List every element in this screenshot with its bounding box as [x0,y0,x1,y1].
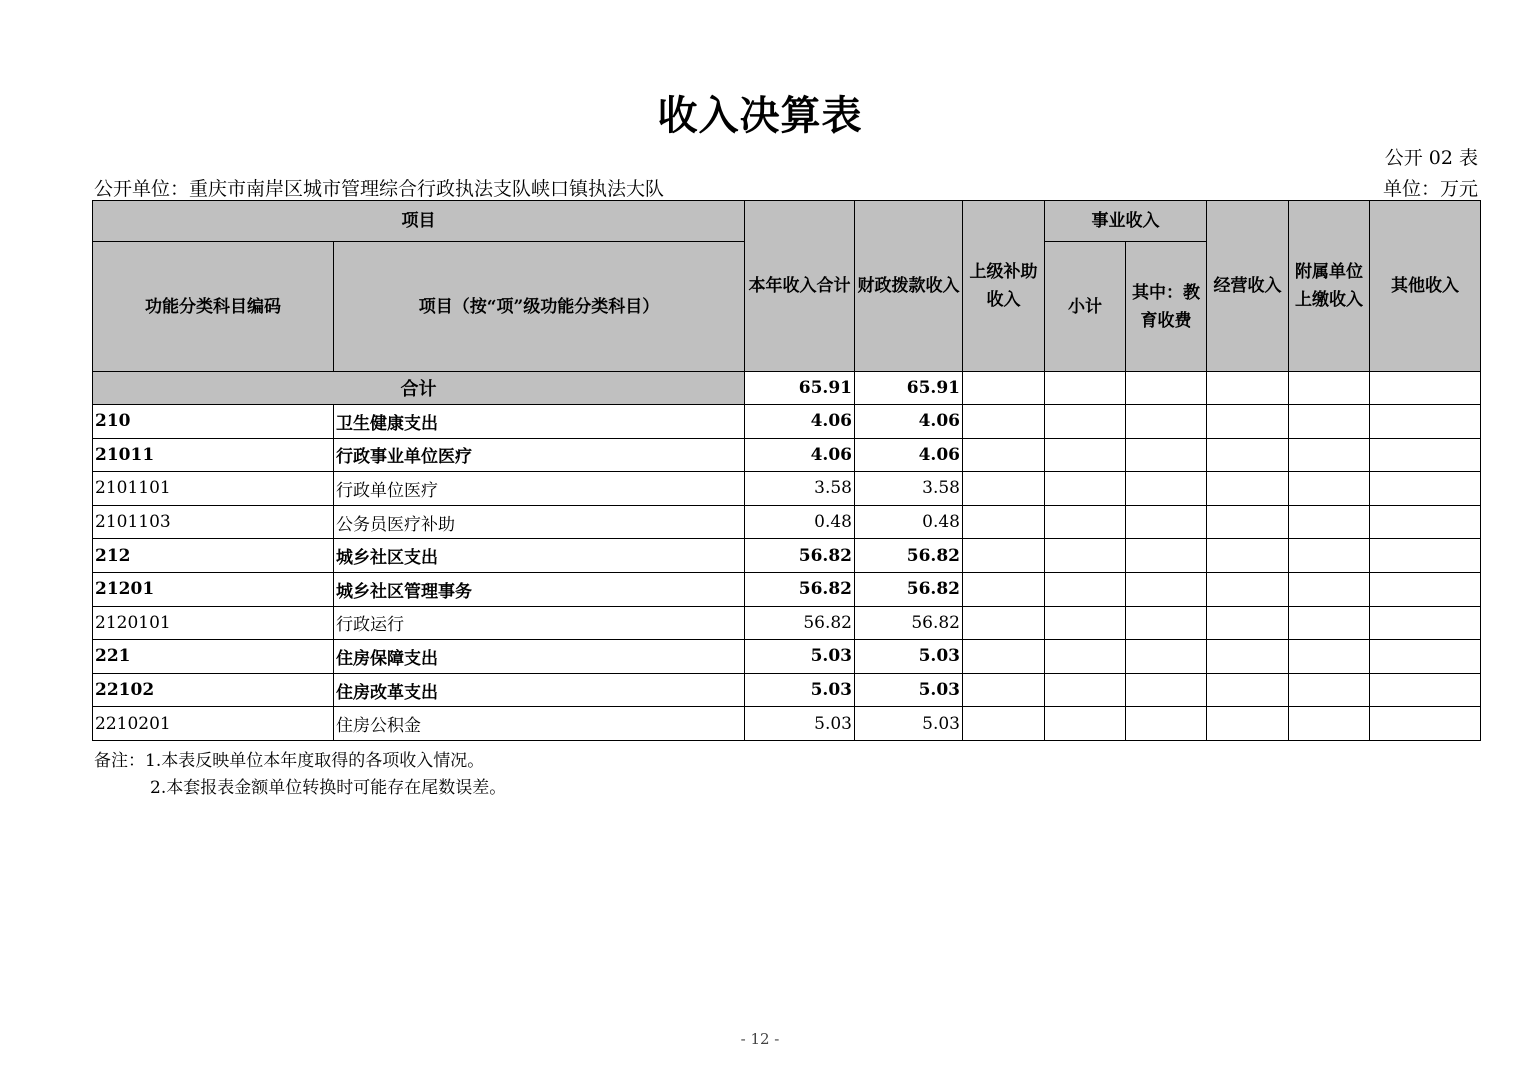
empty-cell [1370,572,1481,606]
empty-cell [1289,539,1370,573]
empty-cell [1289,673,1370,707]
fiscal-income-cell: 4.06 [855,405,963,439]
total-income-cell: 5.03 [745,707,855,741]
fiscal-income-cell: 5.03 [855,640,963,674]
empty-cell [1370,707,1481,741]
empty-cell [963,707,1045,741]
empty-cell [1370,405,1481,439]
page-title: 收入决算表 [657,92,863,139]
total-income-cell: 4.06 [745,438,855,472]
empty-cell [1370,606,1481,640]
empty-cell [1045,539,1126,573]
empty-cell [1045,405,1126,439]
item-name-cell: 城乡社区支出 [334,539,745,573]
empty-cell [963,673,1045,707]
empty-cell [1370,505,1481,539]
empty-cell [1207,572,1289,606]
currency-unit: 单位：万元 [1382,178,1478,200]
note-line-1: 备注：1.本表反映单位本年度取得的各项收入情况。 [94,751,485,771]
item-name-cell: 公务员医疗补助 [334,505,745,539]
empty-cell [1207,673,1289,707]
empty-cell [1207,505,1289,539]
header-operating: 经营收入 [1207,201,1289,372]
total-fiscal-cell: 65.91 [855,372,963,405]
empty-cell [963,606,1045,640]
empty-cell [963,405,1045,439]
code-cell: 212 [93,539,334,573]
empty-cell [1289,606,1370,640]
code-cell: 221 [93,640,334,674]
income-table [92,200,1481,741]
item-name-cell: 行政运行 [334,606,745,640]
empty-cell [1370,372,1481,405]
empty-cell [1126,405,1207,439]
table-row [93,505,1481,539]
table-row [93,707,1481,741]
empty-cell [1045,572,1126,606]
code-cell: 210 [93,405,334,439]
header-edu-fee: 其中：教育收费 [1126,242,1207,372]
code-cell: 22102 [93,673,334,707]
empty-cell [1045,640,1126,674]
empty-cell [1045,505,1126,539]
empty-cell [1289,707,1370,741]
empty-cell [1045,673,1126,707]
table-row [93,606,1481,640]
fiscal-income-cell: 56.82 [855,572,963,606]
form-number: 公开 02 表 [1384,147,1478,169]
total-income-cell: 5.03 [745,673,855,707]
header-code: 功能分类科目编码 [93,242,334,372]
item-name-cell: 行政事业单位医疗 [334,438,745,472]
empty-cell [963,572,1045,606]
table-row [93,405,1481,439]
empty-cell [963,472,1045,506]
empty-cell [1207,606,1289,640]
empty-cell [1207,372,1289,405]
code-cell: 2210201 [93,707,334,741]
table-row [93,640,1481,674]
empty-cell [1045,472,1126,506]
empty-cell [1207,438,1289,472]
total-income-cell: 56.82 [745,572,855,606]
header-total: 本年收入合计 [745,201,855,372]
header-affiliated: 附属单位上缴收入 [1289,201,1370,372]
empty-cell [963,372,1045,405]
empty-cell [963,505,1045,539]
note-line-2: 2.本套报表金额单位转换时可能存在尾数误差。 [150,778,507,798]
empty-cell [1370,438,1481,472]
item-name-cell: 住房改革支出 [334,673,745,707]
code-cell: 2120101 [93,606,334,640]
fiscal-income-cell: 4.06 [855,438,963,472]
empty-cell [1207,405,1289,439]
empty-cell [1126,640,1207,674]
header-project-group: 项目 [93,201,745,242]
code-cell: 21011 [93,438,334,472]
item-name-cell: 住房公积金 [334,707,745,741]
code-cell: 2101103 [93,505,334,539]
total-income-cell: 56.82 [745,606,855,640]
total-row [93,372,1481,405]
empty-cell [1370,472,1481,506]
empty-cell [1126,673,1207,707]
empty-cell [1289,438,1370,472]
total-income-cell: 0.48 [745,505,855,539]
fiscal-income-cell: 5.03 [855,673,963,707]
empty-cell [1126,606,1207,640]
empty-cell [1126,707,1207,741]
empty-cell [1207,640,1289,674]
empty-cell [1370,539,1481,573]
empty-cell [1126,438,1207,472]
table-row [93,539,1481,573]
empty-cell [1289,472,1370,506]
fiscal-income-cell: 56.82 [855,606,963,640]
empty-cell [1289,405,1370,439]
empty-cell [1289,372,1370,405]
empty-cell [1289,572,1370,606]
header-business-group: 事业收入 [1045,201,1207,242]
empty-cell [1126,472,1207,506]
total-income-cell: 65.91 [745,372,855,405]
page-number: - 12 - [740,1030,780,1048]
empty-cell [1207,707,1289,741]
header-item: 项目（按“项”级功能分类科目） [334,242,745,372]
item-name-cell: 行政单位医疗 [334,472,745,506]
empty-cell [963,438,1045,472]
total-income-cell: 4.06 [745,405,855,439]
table-row [93,472,1481,506]
empty-cell [1045,372,1126,405]
empty-cell [1289,505,1370,539]
reporting-unit: 公开单位：重庆市南岸区城市管理综合行政执法支队峡口镇执法大队 [94,178,665,200]
item-name-cell: 城乡社区管理事务 [334,572,745,606]
header-superior: 上级补助收入 [963,201,1045,372]
header-other: 其他收入 [1370,201,1481,372]
empty-cell [1045,707,1126,741]
item-name-cell: 住房保障支出 [334,640,745,674]
empty-cell [963,640,1045,674]
empty-cell [1126,372,1207,405]
table-row [93,438,1481,472]
header-row-1 [93,201,1481,242]
total-income-cell: 5.03 [745,640,855,674]
empty-cell [1370,673,1481,707]
code-cell: 21201 [93,572,334,606]
code-cell: 2101101 [93,472,334,506]
fiscal-income-cell: 5.03 [855,707,963,741]
empty-cell [1289,640,1370,674]
total-income-cell: 56.82 [745,539,855,573]
header-fiscal: 财政拨款收入 [855,201,963,372]
total-label: 合计 [93,372,745,405]
empty-cell [1045,606,1126,640]
empty-cell [1045,438,1126,472]
fiscal-income-cell: 56.82 [855,539,963,573]
total-income-cell: 3.58 [745,472,855,506]
empty-cell [1126,505,1207,539]
empty-cell [1126,572,1207,606]
empty-cell [1370,640,1481,674]
empty-cell [963,539,1045,573]
empty-cell [1207,539,1289,573]
empty-cell [1207,472,1289,506]
header-subtotal: 小计 [1045,242,1126,372]
item-name-cell: 卫生健康支出 [334,405,745,439]
fiscal-income-cell: 3.58 [855,472,963,506]
empty-cell [1126,539,1207,573]
fiscal-income-cell: 0.48 [855,505,963,539]
table-row [93,572,1481,606]
table-row [93,673,1481,707]
